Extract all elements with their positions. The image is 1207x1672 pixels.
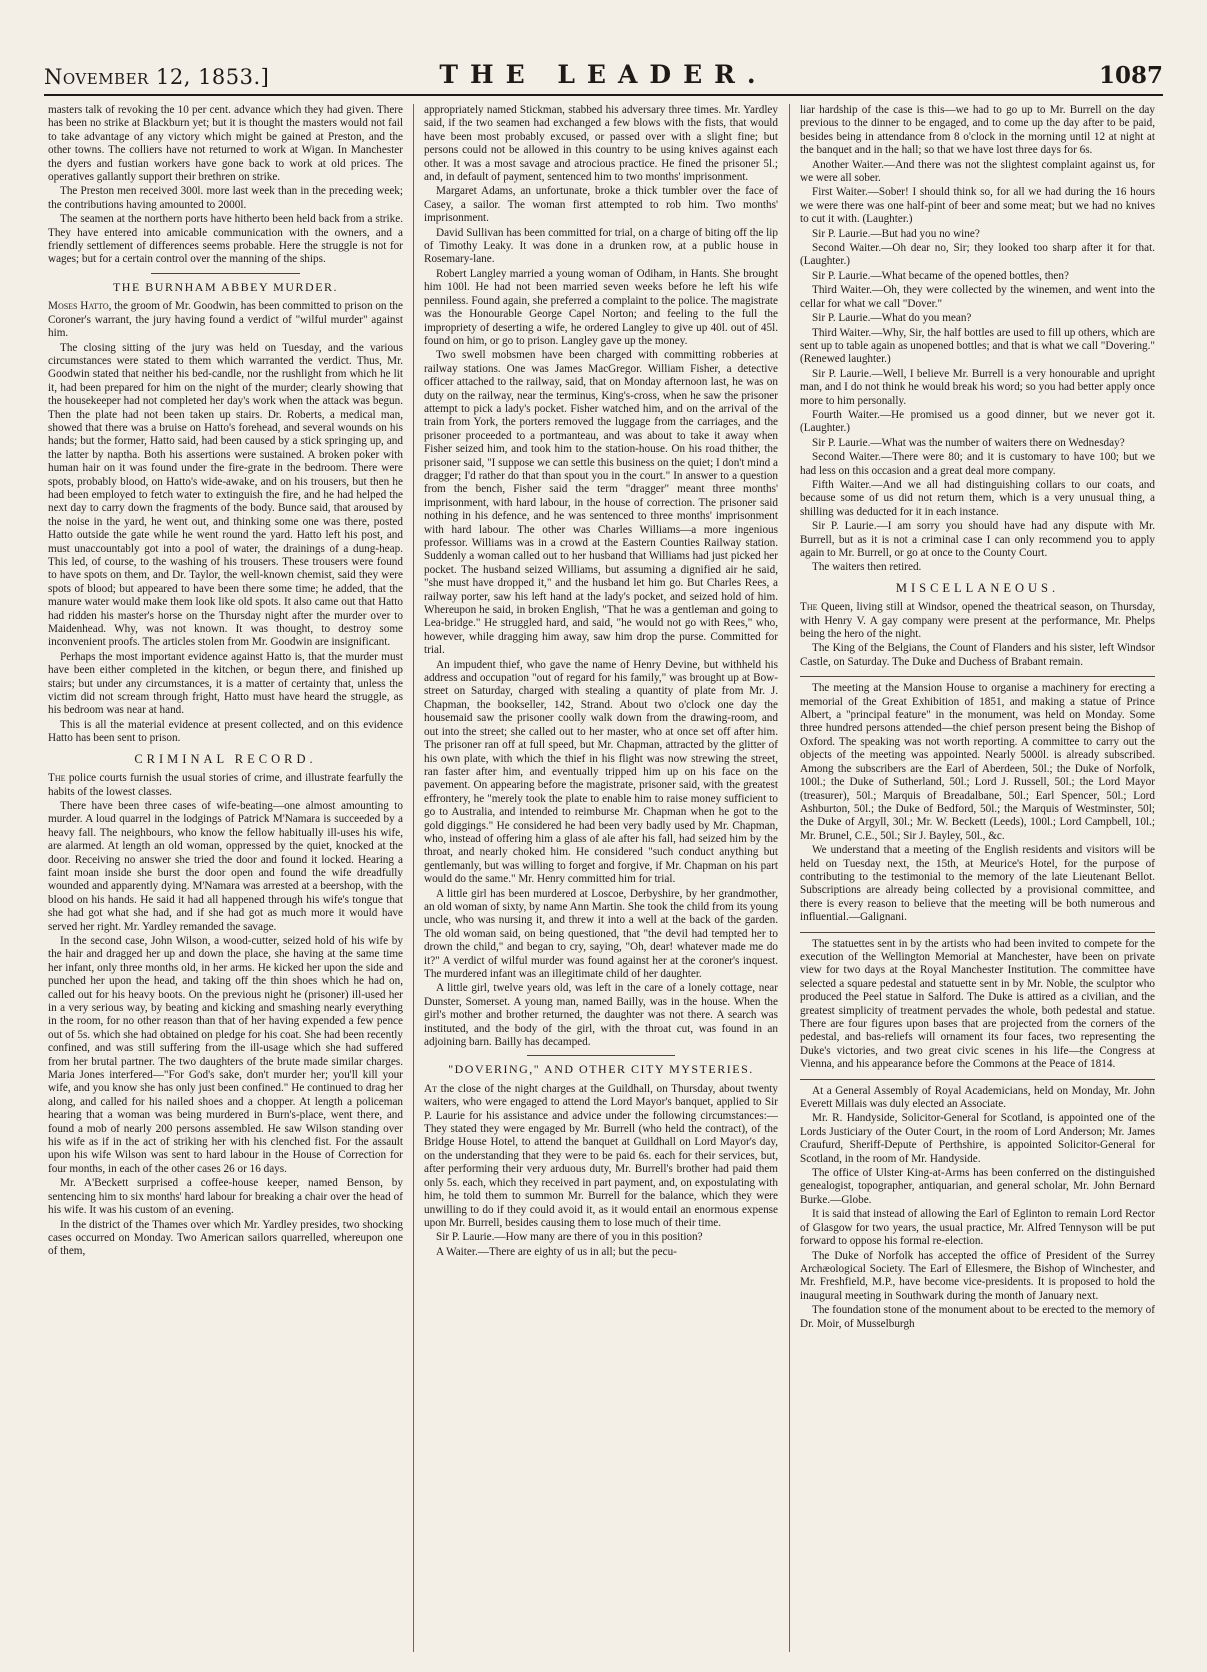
paragraph bbox=[48, 772, 403, 799]
paragraph: Sir P. Laurie.—But had you no wine? bbox=[812, 227, 980, 240]
paragraph: Sir P. Laurie.—How many are there of you in this position? bbox=[436, 1231, 703, 1244]
paragraph-text: the groom of Mr. Goodwin, has been committed to prison on the Coroner's warrant, the jury having found a verdict of "wilful murder" against him. bbox=[48, 300, 403, 340]
paragraph: In the second case, John Wilson, a wood-cutter, seized hold of his wife by the hair and dragged her up and down the place, she having at the same time her infant, only three months old, in her arms. He kicked her upon the side and punched her upon the head, and taking off the thin shoes which he had on, called out for his heavy boots. On the previous night he (prisoner) ill-used her in a very serious way, by beating and kicking and smashing nearly everything in the room, for no other reason than that of her having expended a few pence out of 5s. which she had obtained on pledge for his coat. She had been recently confined, and was still suffering from the ill-usage which she had suffered from her brutal partner. The two daughters of the brute made similar charges. Maria Jones interfered—"For God's sake, don't murder her; you'll kill your wife, and you know she has only just been confined." He continued to drag her along, and called for his nailed shoes and a chopper. At length a policeman hearing that a woman was being murdered in Burn's-place, went there, and found a mob of nearly 200 persons assembled. He saw Wilson standing over his wife as if in the act of striking her with his clenched fist. For the assault upon his wife Wilson was sent to hard labour in the House of Correction for four months, in each of the other cases 26 or 16 days. bbox=[48, 934, 403, 1175]
paragraph bbox=[424, 1083, 778, 1230]
paragraph: This is all the material evidence at present collected, and on this evidence Hatto has been sent to prison. bbox=[48, 718, 403, 745]
paragraph: A Waiter.—There are eighty of us in all; but the pecu- bbox=[436, 1245, 677, 1258]
paragraph: Perhaps the most important evidence against Hatto is, that the murder must have been either completed in the kitchen, or begun there, and finished up stairs; but under any circumstances, it is a matter of certainty that, unless the victim did not scream through fright, Hatto must have heard the struggle, as his bedroom was near at hand. bbox=[48, 650, 403, 717]
paragraph: The Duke of Norfolk has accepted the office of President of the Surrey Archæological Society. The Earl of Ellesmere, the Bishop of Winchester, and Mr. Freshfield, M.P., have become vice-presidents. It is proposed to hold the inaugural meeting in Southwark during the month of January next. bbox=[800, 1249, 1155, 1302]
section-heading: CRIMINAL RECORD. bbox=[134, 751, 317, 766]
lead-in: The bbox=[800, 601, 818, 614]
page-number: 1087 bbox=[1098, 62, 1163, 89]
paragraph: The waiters then retired. bbox=[812, 561, 922, 574]
paragraph: The Preston men received 300l. more last week than in the preceding week; the contributions having amounted to 2000l. bbox=[48, 185, 403, 211]
paragraph: Fifth Waiter.—And we all had distinguishing collars to our coats, and because some of us did not return them, which is a very unusual thing, a shilling was deducted for it in each instance. bbox=[800, 478, 1155, 518]
section-heading: THE BURNHAM ABBEY MURDER. bbox=[112, 279, 339, 294]
paragraph: Sir P. Laurie.—What became of the opened bottles, then? bbox=[812, 269, 1069, 282]
paragraph: We understand that a meeting of the English residents and visitors will be held on Tuesday next, the 15th, at Meurice's Hotel, for the purpose of contributing to the testimonial to the memory of the late Lieutenant Bellot. Subscriptions are already being collected by a provisional committee, and there is every reason to believe that the meeting will be both numerous and influential.—Galignani. bbox=[800, 844, 1155, 924]
paragraph: Sir P. Laurie.—What was the number of waiters there on Wednesday? bbox=[812, 436, 1125, 449]
paragraph: Robert Langley married a young woman of Odiham, in Hants. She brought him 100l. He had not been married seven weeks before he left his wife penniless. Found again, she preferred a complaint to the police. The magistrate was the Honourable George Capel Norton; and feeling to the full the impropriety of deserting a wife, he ordered Langley to give up 40l. out of 45l. found on him, or go to prison. Langley gave up the money. bbox=[424, 267, 778, 347]
column-3 bbox=[800, 104, 1155, 1664]
item-divider bbox=[800, 1079, 1155, 1080]
paragraph: Third Waiter.—Oh, they were collected by the winemen, and went into the cellar for what we call "Dover." bbox=[800, 284, 1155, 310]
paragraph: There have been three cases of wife-beating—one almost amounting to murder. A loud quarrel in the lodgings of Patrick M'Namara is succeeded by a heavy fall. The neighbours, who know the fellow habitually ill-uses his wife, are alarmed. At length an old woman, oppressed by the quiet, knocked at the door. Receiving no answer she tried the door and found it locked. Hearing a faint moan inside she burst the door open and found the wife dreadfully wounded and apparently dying. M'Namara was arrested at a beershop, with the blood on his hands. He said it had all happened through his wife's tongue that she had got what she had, and if she had got as much more it would have served her right. Mr. Yardley remanded the savage. bbox=[48, 799, 403, 933]
section-heading: "DOVERING," AND OTHER CITY MYSTERIES. bbox=[448, 1062, 754, 1077]
paragraph: A little girl, twelve years old, was left in the care of a lonely cottage, near Dunster, Somerset. A young man, named Bailly, was in the house. When the girl's mother and brother returned, the daughter was not there. A search was instituted, and the body of the girl, with the throat cut, was found in an adjoining barn. Bailly has decamped. bbox=[424, 982, 778, 1049]
paragraph: Sir P. Laurie.—What do you mean? bbox=[812, 312, 972, 325]
paragraph: The closing sitting of the jury was held on Tuesday, and the various circumstances were stated to them which warranted the verdict. Thus, Mr. Goodwin stated that neither his bed-candle, nor the rushlight from which he lit it, had been prepared for him on the night of the murder; clearly showing that the housekeeper had not completed her day's work when the attack was begun. Then the plate had not been taken up stairs. Dr. Roberts, a medical man, showed that there was a bruise on Hatto's forehead, and several wounds on his hands; but the former, Hatto said, had been caused by a stick springing up, and the latter by naptha. Both his assertions were sustained. A broken poker with human hair on it was found under the fire-grate in the bedroom. There were spots, probably blood, on Hatto's wide-awake, and on his trousers, but then he had been employed to fetch water to extinguish the fire, and he had helped the next day to carry down the fragments of the body. Bunce said, that aroused by the noise in the yard, he went out, and thinking some one was there, posted Hatto outside the gate while he went round the yard. Hatto left his post, and must unaccountably got into a pool of water, the drainings of a dung-heap. This led, of course, to the washing of his trousers. These trousers were found to have spots on them, and Dr. Taylor, the well-known chemist, said they were spots of blood; but appeared to have been there some time; he added, that the manure water would make them look like old spots. It also came out that Hatto had ridden his master's horse on the Thursday night after the murder over to Maidenhead. Why, was not known. It was thought, to destroy some inconvenient proofs. The articles stolen from Mr. Goodwin are insignificant. bbox=[48, 341, 403, 649]
paragraph: Sir P. Laurie.—I am sorry you should have had any dispute with Mr. Burrell, but as it is not a criminal case I can only recommend you to apply again to Mr. Burrell, or go at once to the County Court. bbox=[800, 520, 1155, 559]
paragraph: Second Waiter.—Oh dear no, Sir; they looked too sharp after it for that. (Laughter.) bbox=[800, 242, 1155, 268]
item-divider bbox=[800, 932, 1155, 933]
paragraph: First Waiter.—Sober! I should think so, for all we had during the 16 hours we were there was one half-pint of beer and some meat; but we had no knives to cut it with. (Laughter.) bbox=[800, 186, 1155, 226]
paragraph: At a General Assembly of Royal Academicians, held on Monday, Mr. John Everett Millais was duly elected an Associate. bbox=[800, 1084, 1155, 1111]
paragraph: The office of Ulster King-at-Arms has been conferred on the distinguished genealogist, topographer, antiquarian, and general scholar, Mr. John Bernard Burke.—Globe. bbox=[800, 1167, 1155, 1206]
paragraph: A little girl has been murdered at Loscoe, Derbyshire, by her grandmother, an old woman of sixty, by name Ann Martin. She took the child from its young uncle, who was nursing it, and threw it into a well at the back of the garden. The old woman said, on being questioned, that "the devil had tempted her to drown the child," and began to cry, saying, "Oh, dear! whatever made me do it?" A verdict of wilful murder was found against her at the coroner's inquest. The murdered infant was an illegitimate child of her daughter. bbox=[424, 887, 778, 980]
lead-in: Moses Hatto, bbox=[48, 300, 112, 313]
section-divider bbox=[527, 1055, 676, 1056]
paragraph: Two swell mobsmen have been charged with committing robberies at railway stations. One was James MacGregor. William Fisher, a detective officer attached to the railway, said, that on Monday afternoon last, he was on duty on the railway, near the terminus, King's-cross, when he saw the prisoner attempt to pick a lady's pocket. Fisher watched him, and on the arrival of the train from York, the porters removed the luggage from the carriages, and the prisoner proceeded to a portmanteau, and was about to take it away when Fisher seized him, and took him to the station-house. On his road thither, the prisoner said, "I suppose we can settle this business on the quiet; I don't mind a dragger; I'd rather do that than spout you in the court." In answer to a question from the bench, Fisher said the term "dragger" meant three months' imprisonment, with hard labour, in the house of correction. The prisoner said nothing in his defence, and he was sentenced to three months' imprisonment with hard labour. The other was Charles Williams—a more ingenious professor. Williams was in a crowd at the Eastern Counties Railway station. Suddenly a woman called out to her husband that Williams had just picked her pocket. The husband seized Williams, but assuming a dignified air he said, "she must have dropped it," and the husband let him go. But Charles Rees, a railway porter, saw his left hand at the lady's pocket, and seized hold of him. Whereupon he said, in broken English, "That he was a gentleman and going to Lea-bridge." He struggled hard, and said, "he would not go with Rees," who, however, while dragging him away, saw him drop the purse. Committed for trial. bbox=[424, 349, 778, 657]
masthead bbox=[44, 54, 1163, 96]
paragraph: Sir P. Laurie.—Well, I believe Mr. Burrell is a very honourable and upright man, and I do not think he would break his word; so you had better apply once more to him personally. bbox=[800, 367, 1155, 407]
paragraph bbox=[800, 601, 1155, 641]
column-2 bbox=[424, 104, 778, 1664]
paragraph: The seamen at the northern ports have hitherto been held back from a strike. They have entered into amicable communication with the owners, and a friendly settlement of differences seems probable. Here the struggle is not for wages; but for a certain control over the manning of the ships. bbox=[48, 213, 403, 266]
paragraph: An impudent thief, who gave the name of Henry Devine, but withheld his address and occupation "out of regard for his family," was brought up at Bow-street on Saturday, charged with stealing a quantity of plate from Mr. J. Chapman, the bookseller, 142, Strand. About two o'clock one day the housemaid saw the prisoner coolly walk down from the drawing-room, and out into the street; she called out to her master, who at once set off after him. The prisoner ran off at full speed, but Mr. Chapman, attracted by the glitter of his own plate, with which the thief in his flight was now strewing the street, ran faster after him, and eventually tripped him up on his face on the pavement. On appearing before the magistrate, prisoner said, with the greatest effrontery, he "merely took the plate to enable him to raise money sufficient to go to Australia, and intended to reimburse Mr. Chapman when he got to the gold diggings." He considered he had been very badly used by Mr. Chapman, who, instead of offering him a glass of ale after his fall, had seized him by the throat, and nearly choked him. He considered "such conduct anything but gentlemanly, but was willing to forget and forgive, if Mr. Chapman on his part would do the same." Mr. Henry committed him for trial. bbox=[424, 658, 778, 886]
paragraph: Third Waiter.—Why, Sir, the half bottles are used to fill up others, which are sent up to table again as unopened bottles; and that is what we call "Dovering." (Renewed laughter.) bbox=[800, 326, 1155, 366]
lead-in: At bbox=[424, 1082, 437, 1095]
paragraph: The King of the Belgians, the Count of Flanders and his sister, left Windsor Castle, on Saturday. The Duke and Duchess of Brabant remain. bbox=[800, 642, 1155, 668]
paragraph: masters talk of revoking the 10 per cent. advance which they had given. There has been no strike at Blackburn yet; but it is thought the masters would not fail to take advantage of any victory which might be gained at Preston, and the other towns. The colliers have not returned to work at Wigan. In Manchester the dyers and fustian workers have gone back to work at old prices. The operatives gallantly support their brethren on strike. bbox=[48, 104, 403, 184]
paragraph: The statuettes sent in by the artists who had been invited to compete for the execution of the Wellington Memorial at Manchester, have been on private view for two days at the Royal Manchester Institution. The committee have selected a square pedestal and statuette sent in by Mr. Noble, the sculptor who produced the Peel statue in Salford. The Duke is attired as a civilian, and the greatest simplicity of treatment pervades the whole, both pedestal and statue. There are four figures upon bases that are projected from the corners of the pedestal, and bas-reliefs will ornament its four faces, two representing the Duke's victories, and two great civic scenes in his life—the Congress at Vienna, and his appearance before the Commons at the Peace of 1814. bbox=[800, 937, 1155, 1071]
paragraph: The meeting at the Mansion House to organise a machinery for erecting a memorial of the Great Exhibition of 1851, and making a statue of Prince Albert, a "principal feature" in the monument, was held on Monday. Some three hundred persons attended—the chief person present being the Bishop of Oxford. The speaking was not worth reporting. A committee to carry out the objects of the meeting was appointed. Nearly 5000l. is already subscribed. Among the subscribers are the Earl of Aberdeen, 50l.; the Duke of Norfolk, 100l.; the Duke of Sutherland, 50l.; Lord J. Russell, 50l.; the Lord Mayor (treasurer), 50l.; Marquis of Breadalbane, 50l.; Earl Spencer, 50l.; Lord Ashburton, 50l.; the Duke of Bedford, 50l.; the Marquis of Westminster, 50l; the Duke of Argyll, 30l.; Mr. W. Beckett (Leeds), 100l.; Lord Campbell, 10l.; Mr. Brunel, C.E., 50l.; Sir J. Bayley, 50l., &c. bbox=[800, 682, 1155, 842]
paragraph-text: the close of the night charges at the Guildhall, on Thursday, about twenty waiters, who were engaged to attend the Lord Mayor's banquet, applied to Sir P. Laurie for his assistance and advice under the following circumstances:—They stated they were engaged by Mr. Burrell (who held the contract), of the Bridge House Hotel, to attend the banquet at Guildhall on Lord Mayor's day, on the understanding that they were to be paid 6s. each for their services, but, after performing their very arduous duty, Mr. Burrell's brother had paid them only 5s. each, which they received in part payment, and, on expostulating with him, he told them to summon Mr. Burrell for the balance, which they were unwilling to do if they could avoid it, as it would entail an enormous expense upon Mr. Burrell, besides causing them to lose much of their time. bbox=[424, 1082, 778, 1229]
paragraph: Mr. R. Handyside, Solicitor-General for Scotland, is appointed one of the Lords Justiciary of the Outer Court, in the room of Lord Anderson; Mr. James Craufurd, Sheriff-Depute of Perthshire, is appointed Solicitor-General for Scotland, in the room of Mr. Handyside. bbox=[800, 1112, 1155, 1165]
paragraph: The foundation stone of the monument about to be erected to the memory of Dr. Moir, of Musselburgh bbox=[800, 1304, 1155, 1330]
paragraph: liar hardship of the case is this—we had to go up to Mr. Burrell on the day previous to the dinner to be engaged, and to come up the day after to be paid, besides being in attendance from 8 o'clock in the morning until 12 at night at the banquet and in the hall; so that we have lost three days for 6s. bbox=[800, 104, 1155, 157]
item-divider bbox=[800, 676, 1155, 677]
paragraph: It is said that instead of allowing the Earl of Eglinton to remain Lord Rector of Glasgow for two years, the usual practice, Mr. Alfred Tennyson will be put forward to oppose his formal re-election. bbox=[800, 1208, 1155, 1248]
column-divider bbox=[789, 104, 790, 1652]
paragraph: David Sullivan has been committed for trial, on a charge of biting off the lip of Timothy Leaky. It was done in a drunken row, at a public house in Rosemary-lane. bbox=[424, 226, 778, 266]
paragraph: Second Waiter.—There were 80; and it is customary to have 100; but we had less on this occasion and a great deal more company. bbox=[800, 451, 1155, 477]
paragraph: appropriately named Stickman, stabbed his adversary three times. Mr. Yardley said, if the two seamen had exchanged a few blows with the fists, that would have been most probably excused, or passed over with a slight fine; but persons could not be allowed in this country to be using knives against each other. It was a most savage and atrocious practice. He fined the prisoner 5l.; and, in default of payment, sentenced him to two months' imprisonment. bbox=[424, 104, 778, 184]
paragraph-text: police courts furnish the usual stories of crime, and illustrate fearfully the habits of the lowest classes. bbox=[48, 772, 403, 798]
paragraph: Mr. A'Beckett surprised a coffee-house keeper, named Benson, by sentencing him to six months' hard labour for breaking a chair over the head of his wife. It was his custom of an evening. bbox=[48, 1177, 403, 1217]
paragraph: Fourth Waiter.—He promised us a good dinner, but we never got it. (Laughter.) bbox=[800, 408, 1155, 435]
paragraph: In the district of the Thames over which Mr. Yardley presides, two shocking cases occurred on Monday. Two American sailors quarrelled, whereupon one of them, bbox=[48, 1218, 403, 1258]
column-1 bbox=[48, 104, 403, 1664]
paragraph bbox=[48, 300, 403, 340]
newspaper-title: THE LEADER. bbox=[439, 60, 768, 89]
column-divider bbox=[413, 104, 414, 1652]
lead-in: The bbox=[48, 772, 66, 785]
paragraph-text: Queen, living still at Windsor, opened the theatrical season, on Thursday, with Henry V. A gay company were present at the performance, Mr. Phelps being the hero of the night. bbox=[800, 601, 1155, 641]
paragraph: Margaret Adams, an unfortunate, broke a thick tumbler over the face of Casey, a sailor. The woman first attempted to rob him. Two months' imprisonment. bbox=[424, 185, 778, 225]
section-divider bbox=[151, 273, 300, 274]
section-heading: MISCELLANEOUS. bbox=[895, 580, 1060, 595]
issue-date: November 12, 1853.] bbox=[44, 65, 270, 89]
paragraph: Another Waiter.—And there was not the slightest complaint against us, for we were all sober. bbox=[800, 158, 1155, 185]
